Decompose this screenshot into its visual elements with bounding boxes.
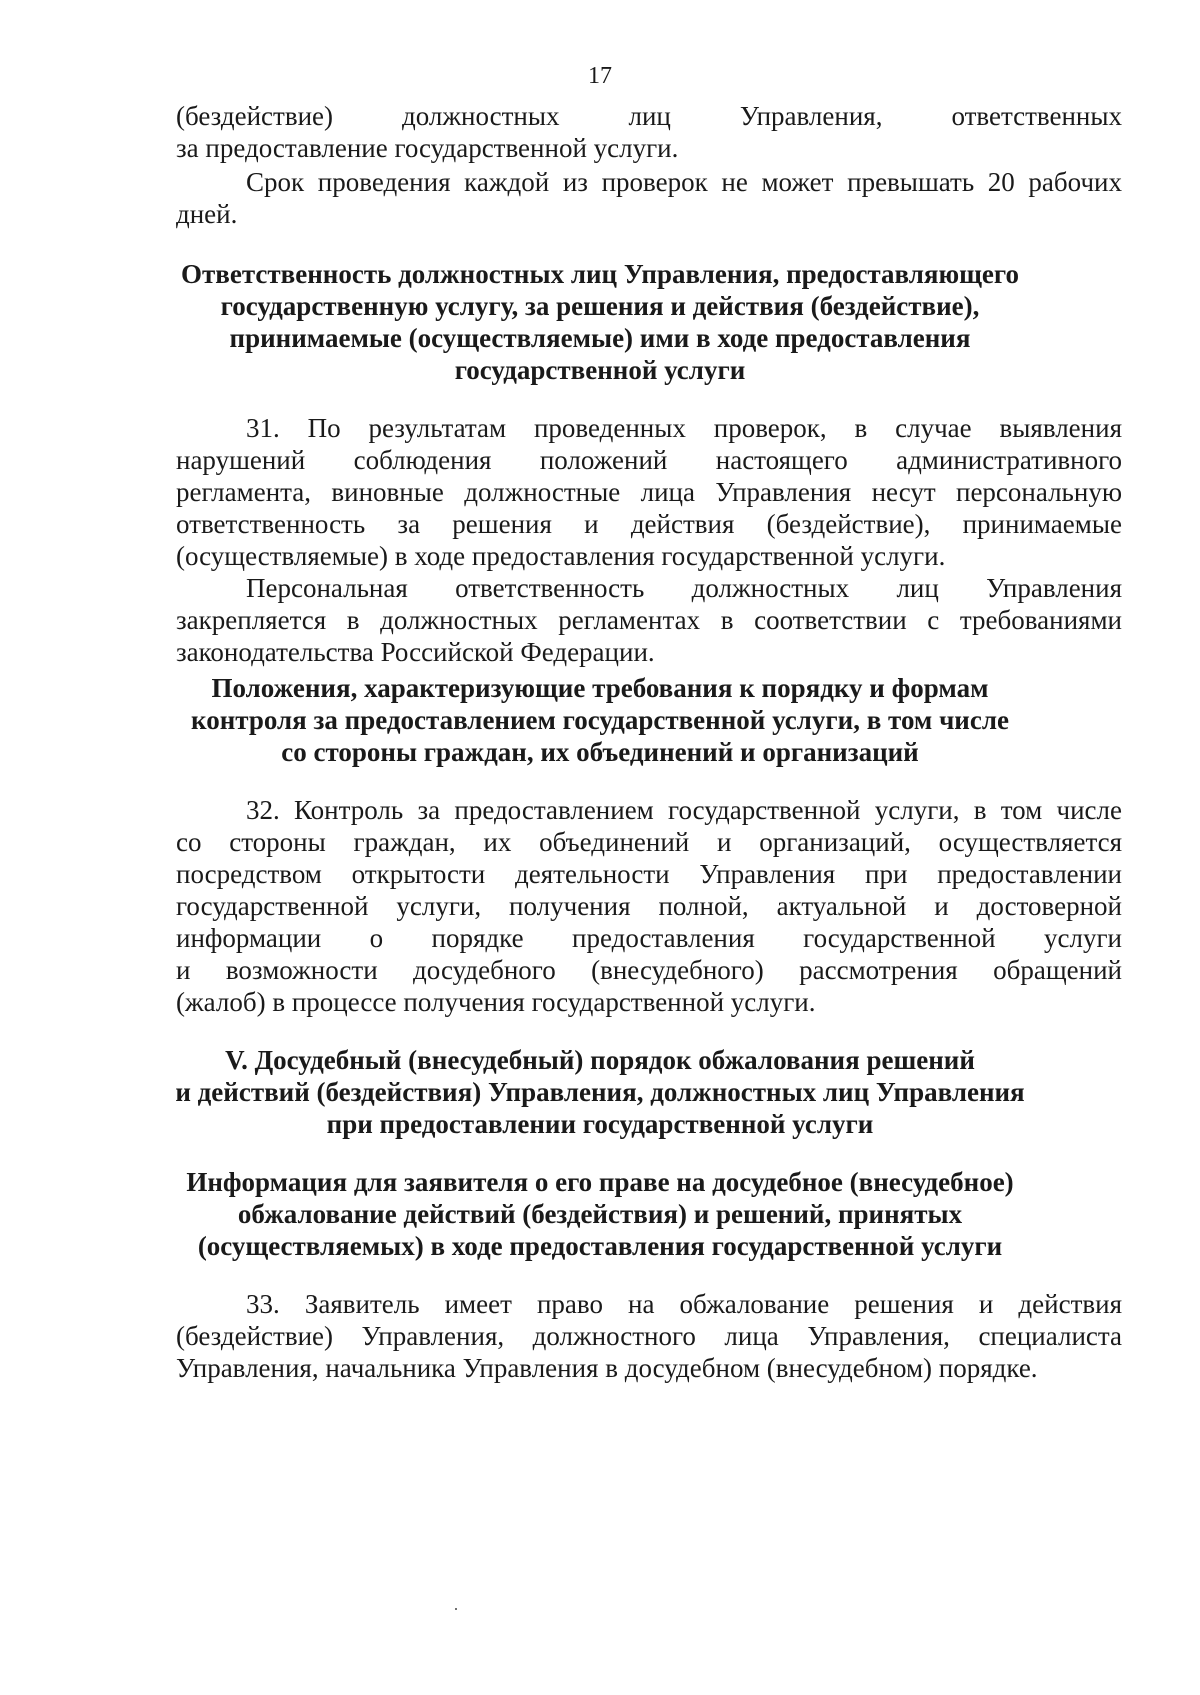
body-line: закрепляется в должностных регламентах в соответствии с требованиями: [176, 605, 1122, 635]
section-heading: контроля за предоставлением государственной услуги, в том числе: [191, 705, 1009, 735]
section-heading: принимаемые (осуществляемые) ими в ходе предоставления: [229, 323, 971, 353]
body-line: государственной услуги, получения полной, актуальной и достоверной: [176, 891, 1122, 921]
section-heading: Информация для заявителя о его праве на досудебное (внесудебное): [186, 1167, 1014, 1197]
page-number: 17: [588, 63, 612, 89]
body-line: (жалоб) в процессе получения государственной услуги.: [176, 987, 816, 1017]
body-line: Срок проведения каждой из проверок не может превышать 20 рабочих: [246, 167, 1122, 197]
section-heading: государственной услуги: [454, 355, 746, 385]
scan-speck: [455, 1608, 457, 1610]
section-heading: обжалование действий (бездействия) и решений, принятых: [237, 1199, 963, 1229]
body-line: 32. Контроль за предоставлением государственной услуги, в том числе: [246, 795, 1122, 825]
body-line: (бездействие) Управления, должностного лица Управления, специалиста: [176, 1321, 1122, 1351]
body-line: регламента, виновные должностные лица Управления несут персональную: [176, 477, 1122, 507]
section-heading: Ответственность должностных лиц Управления, предоставляющего: [180, 259, 1019, 289]
chapter-heading: и действий (бездействия) Управления, должностных лиц Управления: [175, 1077, 1025, 1107]
body-line: посредством открытости деятельности Управления при предоставлении: [176, 859, 1122, 889]
section-heading: Положения, характеризующие требования к порядку и формам: [211, 673, 989, 703]
body-line: за предоставление государственной услуги.: [176, 133, 679, 163]
chapter-heading: V. Досудебный (внесудебный) порядок обжалования решений: [225, 1045, 975, 1075]
body-line: ответственность за решения и действия (бездействие), принимаемые: [176, 509, 1122, 539]
body-line: дней.: [176, 199, 238, 229]
body-line: нарушений соблюдения положений настоящего административного: [176, 445, 1122, 475]
body-line: законодательства Российской Федерации.: [176, 637, 655, 667]
section-heading: со стороны граждан, их объединений и организаций: [281, 737, 919, 767]
body-line: и возможности досудебного (внесудебного) рассмотрения обращений: [176, 955, 1122, 985]
body-line: информации о порядке предоставления государственной услуги: [176, 923, 1122, 953]
body-line: Управления, начальника Управления в досудебном (внесудебном) порядке.: [176, 1353, 1038, 1383]
body-line: 31. По результатам проведенных проверок, в случае выявления: [246, 413, 1122, 443]
body-line: 33. Заявитель имеет право на обжалование решения и действия: [246, 1289, 1122, 1319]
body-line: со стороны граждан, их объединений и организаций, осуществляется: [176, 827, 1122, 857]
section-heading: (осуществляемых) в ходе предоставления государственной услуги: [197, 1231, 1003, 1261]
body-line: (бездействие) должностных лиц Управления, ответственных: [176, 101, 1122, 131]
body-line: (осуществляемые) в ходе предоставления государственной услуги.: [176, 541, 946, 571]
chapter-heading: при предоставлении государственной услуги: [326, 1109, 874, 1139]
body-line: Персональная ответственность должностных лиц Управления: [246, 573, 1122, 603]
section-heading: государственную услугу, за решения и действия (бездействие),: [220, 291, 980, 321]
